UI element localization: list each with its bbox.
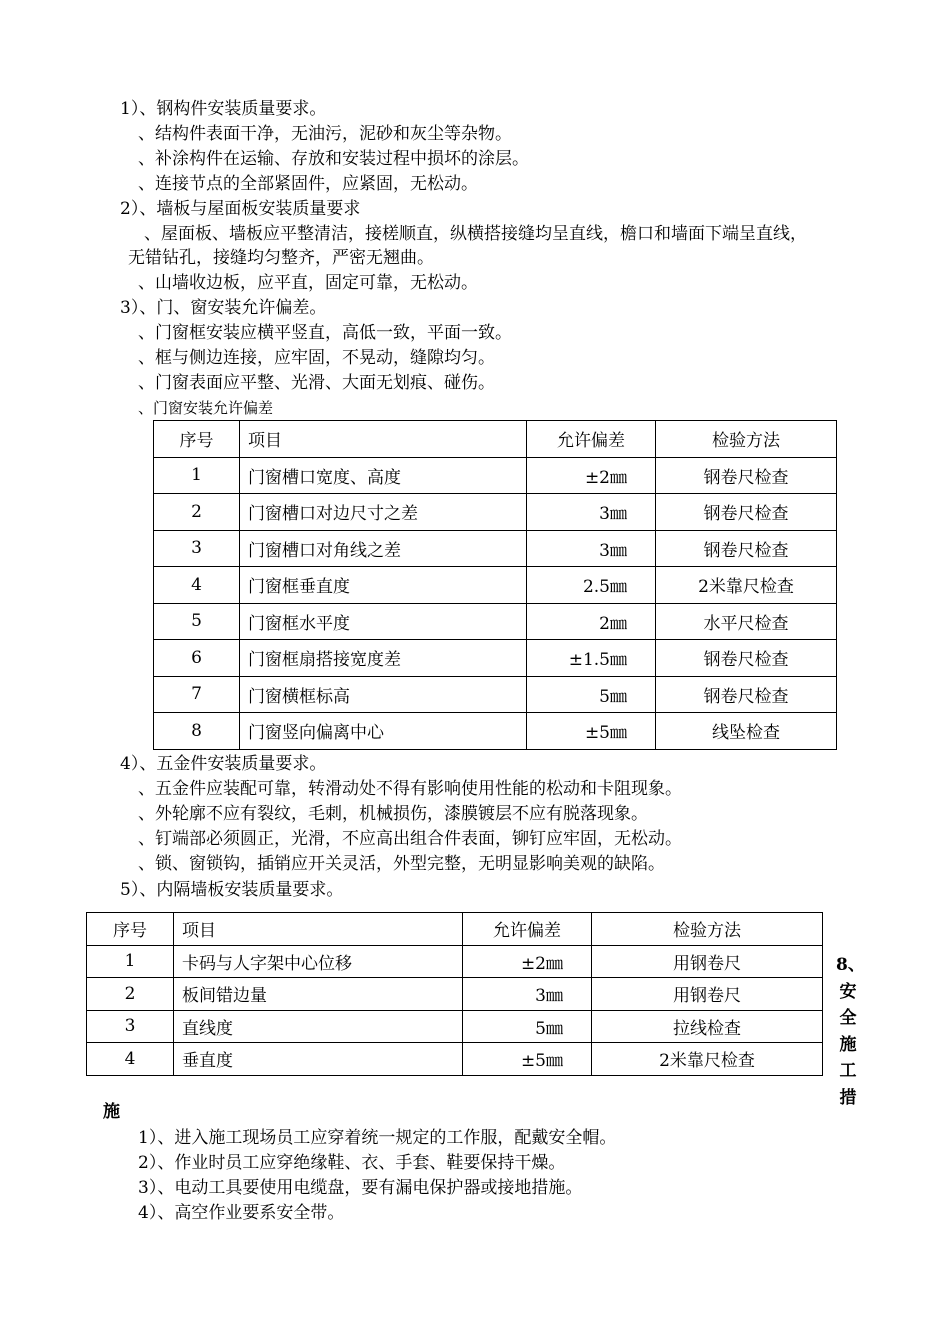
header-cell: 允许偏差 <box>527 421 656 458</box>
table-row <box>87 1043 823 1076</box>
table-row <box>154 676 837 713</box>
table-row <box>87 978 823 1011</box>
cell-item: 门窗槽口对边尺寸之差 <box>240 494 527 531</box>
cell-method: 钢卷尺检查 <box>656 640 837 677</box>
table-row <box>154 457 837 494</box>
header-cell: 检验方法 <box>656 421 837 458</box>
table-row <box>154 640 837 677</box>
cell-tolerance: ±2㎜ <box>463 945 592 978</box>
section-2-item-continued: 无错钻孔，接缝均匀整齐，严密无翘曲。 <box>128 248 434 268</box>
cell-method: 钢卷尺检查 <box>656 457 837 494</box>
cell-item: 卡码与人字架中心位移 <box>174 945 463 978</box>
header-cell: 项目 <box>240 421 527 458</box>
cell-item: 板间错边量 <box>174 978 463 1011</box>
table-row <box>154 494 837 531</box>
cell-tolerance: ±5㎜ <box>463 1043 592 1076</box>
cell-item: 门窗槽口对角线之差 <box>240 530 527 567</box>
cell-item: 门窗横框标高 <box>240 676 527 713</box>
cell-index: 6 <box>154 640 240 677</box>
table-1-caption: 、门窗安装允许偏差 <box>138 399 274 417</box>
cell-index: 2 <box>87 978 174 1011</box>
heading-char: 工 <box>839 1061 857 1081</box>
cell-tolerance: 2.5㎜ <box>527 567 656 604</box>
table-row <box>87 1010 823 1043</box>
cell-item: 门窗竖向偏离中心 <box>240 713 527 750</box>
cell-tolerance: 3㎜ <box>463 978 592 1011</box>
header-cell: 允许偏差 <box>463 913 592 946</box>
section-3-item: 、门窗表面应平整、光滑、大面无划痕、碰伤。 <box>138 373 495 393</box>
section-1-item: 、结构件表面干净，无油污，泥砂和灰尘等杂物。 <box>138 124 512 144</box>
cell-tolerance: ±1.5㎜ <box>527 640 656 677</box>
cell-item: 门窗框扇搭接宽度差 <box>240 640 527 677</box>
cell-item: 门窗框垂直度 <box>240 567 527 604</box>
cell-tolerance: 3㎜ <box>527 530 656 567</box>
cell-index: 1 <box>87 945 174 978</box>
section-2-item: 、屋面板、墙板应平整清洁，接槎顺直，纵横搭接缝均呈直线，檐口和墙面下端呈直线， <box>144 224 807 244</box>
cell-tolerance: 3㎜ <box>527 494 656 531</box>
cell-method: 钢卷尺检查 <box>656 494 837 531</box>
cell-method: 拉线检查 <box>592 1010 823 1043</box>
cell-method: 2米靠尺检查 <box>592 1043 823 1076</box>
section-4-item: 、锁、窗锁钩，插销应开关灵活，外型完整，无明显影响美观的缺陷。 <box>138 854 665 874</box>
section-4-item: 、外轮廓不应有裂纹，毛刺，机械损伤，漆膜镀层不应有脱落现象。 <box>138 804 648 824</box>
section-1-item: 、连接节点的全部紧固件，应紧固，无松动。 <box>138 174 478 194</box>
partition-board-tolerance-table <box>86 912 823 1076</box>
heading-char: 8、 <box>836 955 865 975</box>
section-5-title: 5）、内隔墙板安装质量要求。 <box>120 880 344 900</box>
cell-item: 门窗槽口宽度、高度 <box>240 457 527 494</box>
cell-method: 2米靠尺检查 <box>656 567 837 604</box>
cell-index: 1 <box>154 457 240 494</box>
cell-method: 用钢卷尺 <box>592 978 823 1011</box>
section-8-heading-tail: 施 <box>103 1102 120 1122</box>
table-header-row <box>154 421 837 458</box>
section-4-title: 4）、五金件安装质量要求。 <box>120 754 327 774</box>
heading-char: 措 <box>839 1087 857 1108</box>
cell-index: 8 <box>154 713 240 750</box>
table-header-row <box>87 913 823 946</box>
heading-char: 全 <box>839 1008 857 1028</box>
heading-char: 施 <box>839 1034 857 1055</box>
header-cell: 序号 <box>87 913 174 946</box>
cell-tolerance: 5㎜ <box>527 676 656 713</box>
section-4-item: 、钉端部必须圆正，光滑，不应高出组合件表面，铆钉应牢固，无松动。 <box>138 829 682 849</box>
heading-char: 安 <box>839 981 857 1002</box>
section-1-item: 、补涂构件在运输、存放和安装过程中损坏的涂层。 <box>138 149 529 169</box>
door-window-tolerance-table <box>153 420 837 750</box>
cell-index: 3 <box>154 530 240 567</box>
section-4-item: 、五金件应装配可靠，转滑动处不得有影响使用性能的松动和卡阻现象。 <box>138 779 682 799</box>
section-3-title: 3）、门、窗安装允许偏差。 <box>120 298 327 318</box>
table-row <box>87 945 823 978</box>
header-cell: 检验方法 <box>592 913 823 946</box>
table-row <box>154 567 837 604</box>
cell-tolerance: 2㎜ <box>527 603 656 640</box>
header-cell: 项目 <box>174 913 463 946</box>
cell-method: 钢卷尺检查 <box>656 530 837 567</box>
table-row <box>154 530 837 567</box>
section-3-item: 、框与侧边连接，应牢固，不晃动，缝隙均匀。 <box>138 348 495 368</box>
safety-item: 4）、高空作业要系安全带。 <box>138 1203 345 1223</box>
section-2-item: 、山墙收边板，应平直，固定可靠，无松动。 <box>138 273 478 293</box>
cell-index: 4 <box>87 1043 174 1076</box>
section-3-item: 、门窗框安装应横平竖直，高低一致，平面一致。 <box>138 323 512 343</box>
table-row <box>154 603 837 640</box>
cell-tolerance: ±2㎜ <box>527 457 656 494</box>
safety-item: 1）、进入施工现场员工应穿着统一规定的工作服，配戴安全帽。 <box>138 1128 617 1148</box>
section-8-heading-vertical <box>836 952 865 1111</box>
section-1-title: 1）、钢构件安装质量要求。 <box>120 99 327 119</box>
section-2-title: 2）、墙板与屋面板安装质量要求 <box>120 199 361 219</box>
cell-method: 用钢卷尺 <box>592 945 823 978</box>
cell-item: 门窗框水平度 <box>240 603 527 640</box>
cell-tolerance: 5㎜ <box>463 1010 592 1043</box>
safety-item: 3）、电动工具要使用电缆盘，要有漏电保护器或接地措施。 <box>138 1178 583 1198</box>
cell-index: 7 <box>154 676 240 713</box>
cell-item: 直线度 <box>174 1010 463 1043</box>
cell-method: 钢卷尺检查 <box>656 676 837 713</box>
cell-tolerance: ±5㎜ <box>527 713 656 750</box>
cell-method: 线坠检查 <box>656 713 837 750</box>
cell-index: 5 <box>154 603 240 640</box>
cell-index: 4 <box>154 567 240 604</box>
cell-index: 3 <box>87 1010 174 1043</box>
safety-item: 2）、作业时员工应穿绝缘鞋、衣、手套、鞋要保持干燥。 <box>138 1153 566 1173</box>
table-row <box>154 713 837 750</box>
header-cell: 序号 <box>154 421 240 458</box>
cell-method: 水平尺检查 <box>656 603 837 640</box>
cell-item: 垂直度 <box>174 1043 463 1076</box>
cell-index: 2 <box>154 494 240 531</box>
